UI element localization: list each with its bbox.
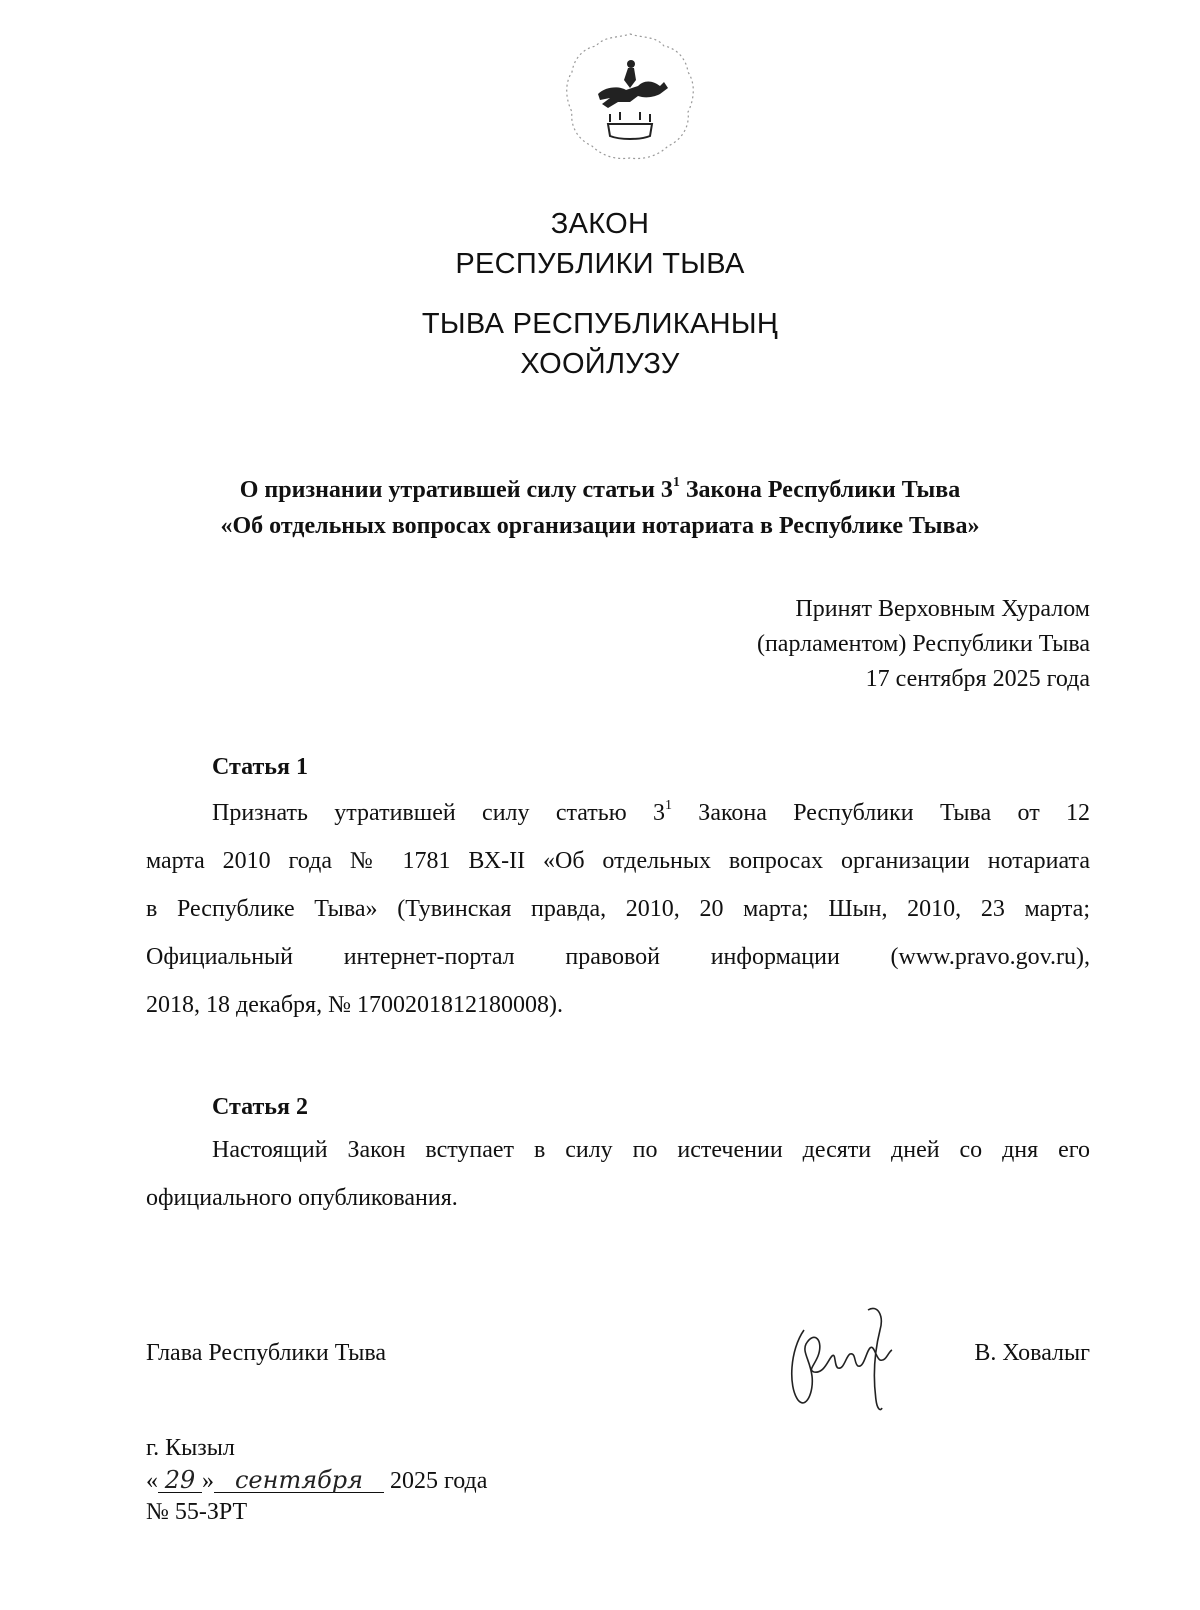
article-2-heading: Статья 2: [212, 1094, 308, 1120]
law-heading-tuvan: [0, 304, 1200, 384]
article-line: Официальный интернет-портал правовой информации (www.pravo.gov.ru),: [146, 944, 1090, 970]
date-day-handwritten: 29: [158, 1464, 202, 1493]
law-heading-line: ТЫВА РЕСПУБЛИКАНЫҢ: [421, 308, 779, 340]
law-title: [0, 472, 1200, 544]
law-heading-line: РЕСПУБЛИКИ ТЫВА: [455, 248, 745, 280]
signatory-name: В. Ховалыг: [974, 1340, 1090, 1366]
article-line: марта 2010 года № 1781 ВХ-II «Об отдельных вопросах организации нотариата: [146, 848, 1090, 874]
article-text: Закона Республики Тыва от 12: [671, 800, 1090, 826]
law-title-text: О признании утратившей силу статьи 3: [239, 477, 673, 503]
law-heading-line: ХООЙЛУЗУ: [520, 348, 680, 380]
superscript: 1: [664, 798, 672, 813]
handwritten-signature: [784, 1300, 924, 1420]
law-heading-russian: [0, 204, 1200, 284]
signatory-position: Глава Республики Тыва: [146, 1340, 387, 1366]
adoption-note: [757, 592, 1090, 697]
signing-place: г. Кызыл: [146, 1435, 235, 1461]
article-1-text: [146, 789, 1090, 1029]
article-line: официального опубликования.: [146, 1185, 458, 1211]
article-1-heading: Статья 1: [212, 754, 308, 780]
date-year: 2025 года: [390, 1468, 488, 1494]
quote-open: «: [146, 1468, 158, 1494]
article-text: Признать утратившей силу статью 3: [212, 800, 665, 826]
date-month-handwritten: сентября: [214, 1464, 384, 1493]
law-number: № 55-ЗРТ: [146, 1499, 248, 1525]
law-title-text: Закона Республики Тыва: [679, 477, 961, 503]
article-line: Настоящий Закон вступает в силу по истечении десяти дней со дня его: [212, 1137, 1090, 1163]
adoption-line: Принят Верховным Хуралом: [795, 596, 1090, 622]
superscript: 1: [672, 475, 680, 490]
article-line: 2018, 18 декабря, № 1700201812180008).: [146, 992, 563, 1018]
adoption-date: 17 сентября 2025 года: [865, 666, 1090, 692]
quote-close: »: [202, 1468, 214, 1494]
law-heading-line: ЗАКОН: [550, 208, 650, 240]
article-2-text: [146, 1126, 1090, 1222]
coat-of-arms-emblem: [560, 28, 700, 168]
article-line: в Республике Тыва» (Тувинская правда, 2010, 20 марта; Шын, 2010, 23 марта;: [146, 896, 1090, 922]
law-title-line: «Об отдельных вопросах организации нотариата в Республике Тыва»: [220, 513, 980, 539]
signing-date: [146, 1464, 487, 1497]
adoption-line: (парламентом) Республики Тыва: [756, 631, 1090, 657]
article-line: [146, 789, 1090, 837]
law-title-line: [0, 472, 1200, 508]
